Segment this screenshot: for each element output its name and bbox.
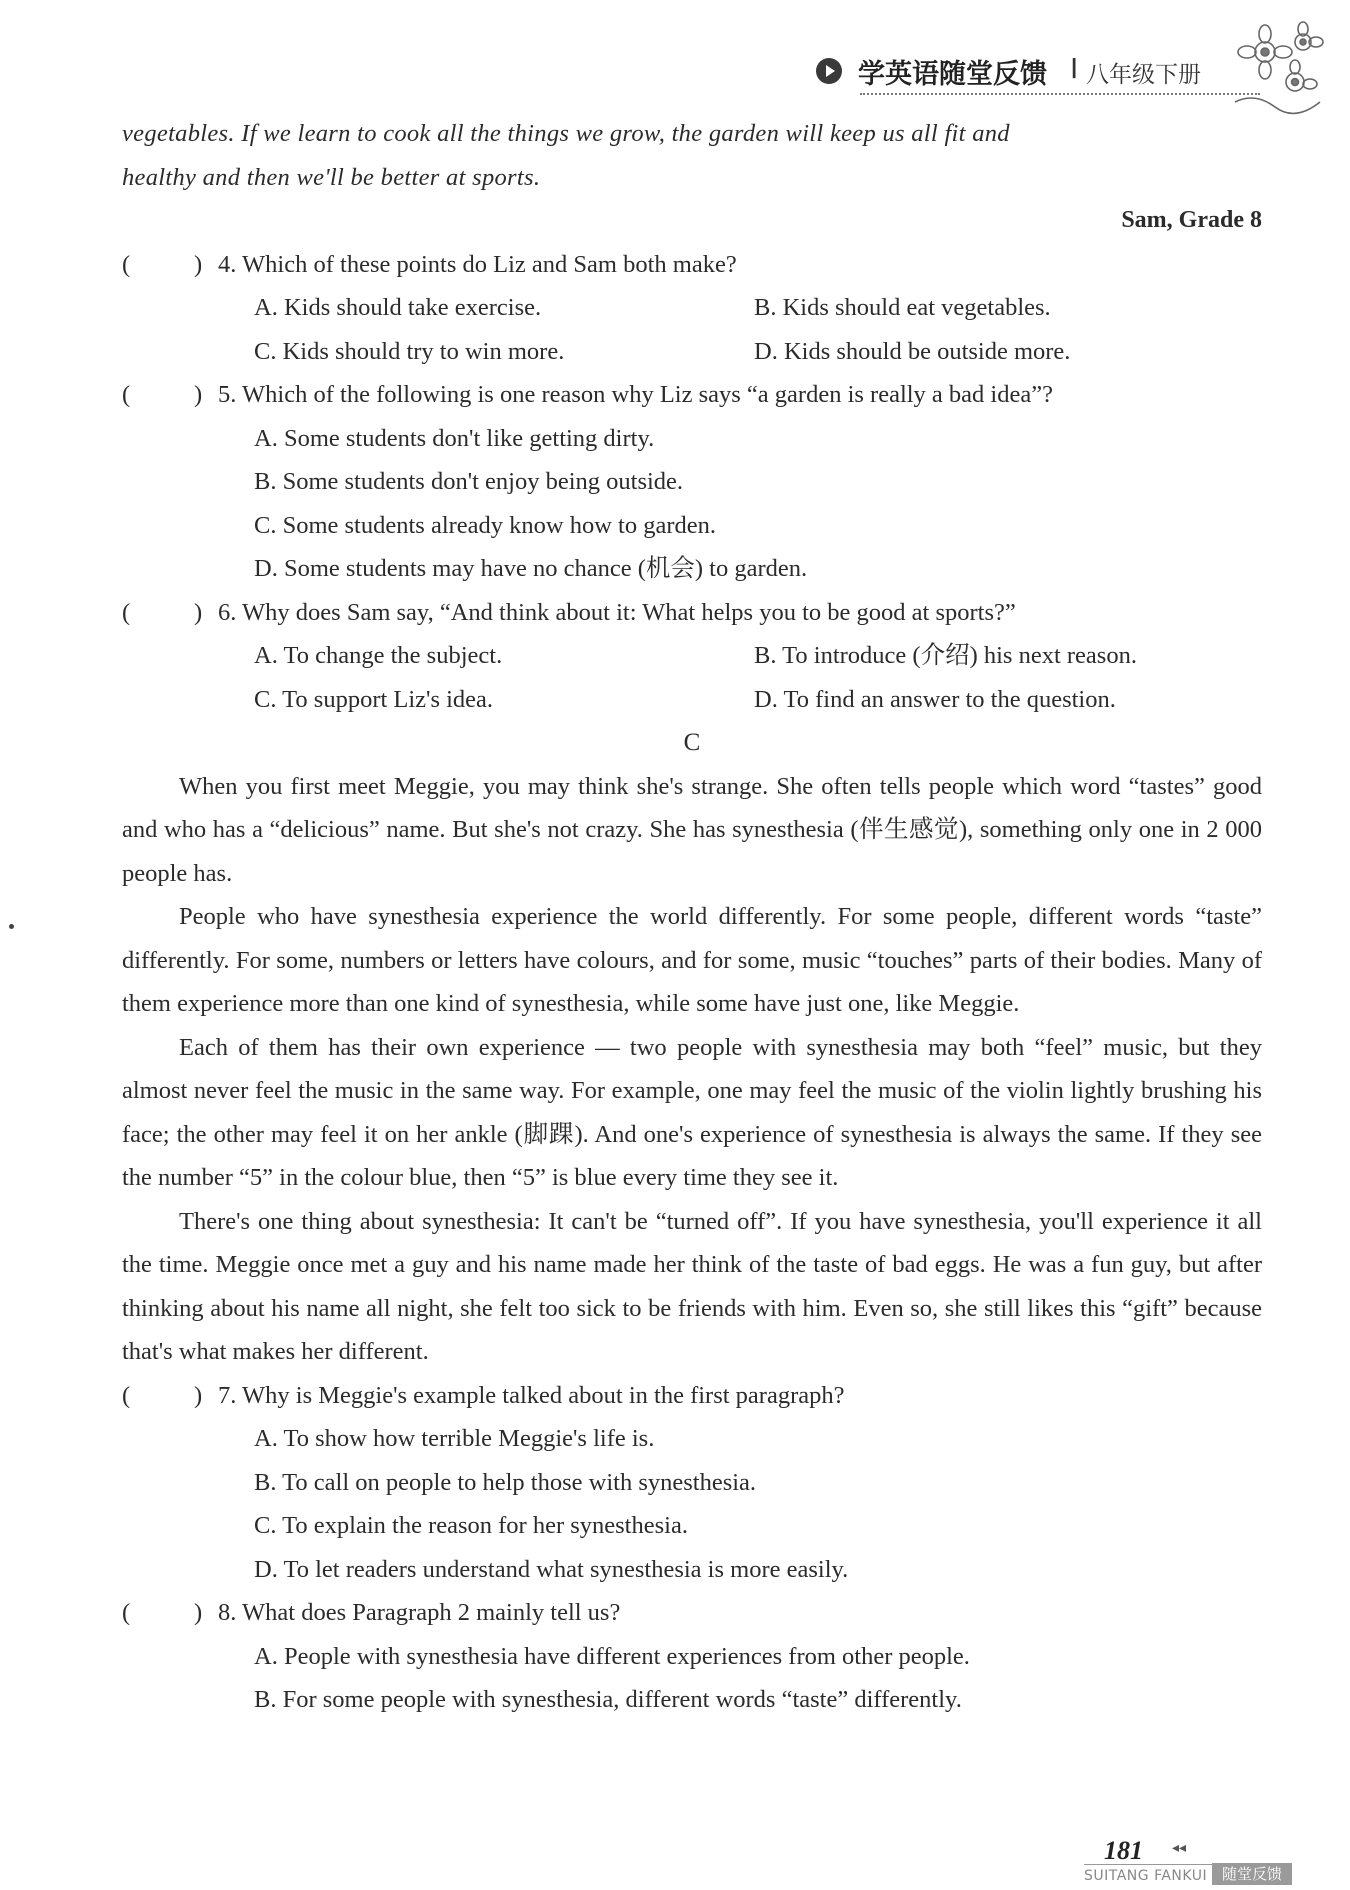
margin-dot: [9, 924, 14, 929]
grade-label: 八年级下册: [1086, 62, 1201, 88]
letter-signature: Sam, Grade 8: [1121, 207, 1262, 233]
question-8: [122, 1591, 1262, 1635]
option-b: B. Some students don't enjoy being outside.: [254, 468, 684, 495]
option-c: C. To explain the reason for her synesthesia.: [254, 1512, 688, 1539]
question-6: [122, 591, 1262, 635]
option-row: [122, 286, 1262, 330]
option-d: D. Some students may have no chance (机会) to garden.: [254, 555, 808, 582]
passage-line: vegetables. If we learn to cook all the things we grow, the garden will keep us all fit and: [122, 120, 1010, 147]
question-stem: 7. Why is Meggie's example talked about in the first paragraph?: [218, 1381, 845, 1409]
question-stem: 5. Which of the following is one reason why Liz says “a garden is really a bad idea”?: [218, 381, 1053, 408]
option-row: [122, 634, 1262, 678]
option-c: C. To support Liz's idea.: [254, 685, 494, 713]
play-icon: [816, 58, 842, 84]
footer-pinyin: SUITANG FANKUI: [1084, 1868, 1208, 1884]
question-stem: 4. Which of these points do Liz and Sam both make?: [218, 250, 737, 278]
answer-blank-open[interactable]: (: [122, 1381, 131, 1409]
option-row: [122, 678, 1262, 722]
section-heading: C: [683, 729, 701, 756]
option-a: A. Kids should take exercise.: [254, 294, 542, 321]
answer-blank-close: ): [194, 1599, 203, 1626]
passage-paragraph: When you first meet Meggie, you may think she's strange. She often tells people which word “tastes” good and who has a “delicious” name. But she's not crazy. She has synesthesia (伴生感觉), something only one in 2 000 people has.: [122, 772, 1262, 887]
option-b: B. To call on people to help those with synesthesia.: [254, 1468, 757, 1496]
question-stem: 6. Why does Sam say, “And think about it: What helps you to be good at sports?”: [218, 598, 1016, 626]
answer-blank-open[interactable]: (: [122, 381, 131, 408]
footer-rule: [1084, 1864, 1212, 1865]
footer-badge: 随堂反馈: [1212, 1863, 1292, 1885]
answer-blank-close: ): [194, 381, 203, 408]
question-5: [122, 373, 1262, 417]
page-content: [122, 112, 1262, 1722]
option-c: C. Some students already know how to garden.: [254, 511, 717, 539]
answer-blank-close: ): [194, 1381, 203, 1409]
option-a: A. People with synesthesia have different experiences from other people.: [254, 1642, 970, 1670]
answer-blank-open[interactable]: (: [122, 250, 131, 278]
option-a: A. Some students don't like getting dirty.: [254, 424, 655, 452]
header-separator: I: [1070, 52, 1079, 85]
header-dotted-rule: [860, 93, 1260, 95]
option-b: B. For some people with synesthesia, different words “taste” differently.: [254, 1686, 962, 1713]
option-b: B. Kids should eat vegetables.: [754, 294, 1051, 321]
answer-blank-open[interactable]: (: [122, 598, 131, 626]
arrow-icon: ◂◂: [1172, 1840, 1187, 1856]
option-d: D. To find an answer to the question.: [754, 685, 1116, 713]
page-number: 181: [1104, 1836, 1143, 1865]
option-d: D. To let readers understand what synesthesia is more easily.: [254, 1555, 849, 1583]
flower-decoration-icon: [1225, 12, 1335, 122]
passage-paragraph: There's one thing about synesthesia: It can't be “turned off”. If you have synesthesia, you'll experience it all the time. Meggie once met a guy and his name made her think of the taste of bad eggs. He was a fun guy, but after thinking about his name all night, she felt too sick to be friends with him. Even so, she still likes this “gift” because that's what makes her different.: [122, 1207, 1262, 1365]
answer-blank-close: ): [194, 598, 203, 626]
passage-paragraph: People who have synesthesia experience the world differently. For some people, different words “taste” differently. For some, numbers or letters have colours, and for some, music “touches” parts of their bodies. Many of them experience more than one kind of synesthesia, while some have just one, like Meggie.: [122, 903, 1262, 1017]
passage-line: healthy and then we'll be better at sports.: [122, 163, 541, 191]
question-7: [122, 1374, 1262, 1418]
option-b: B. To introduce (介绍) his next reason.: [754, 642, 1137, 669]
option-c: C. Kids should try to win more.: [254, 337, 565, 365]
book-title: 学英语随堂反馈: [858, 59, 1047, 90]
option-a: A. To show how terrible Meggie's life is.: [254, 1425, 655, 1452]
answer-blank-open[interactable]: (: [122, 1599, 131, 1626]
page-header: [0, 0, 1350, 110]
answer-blank-close: ): [194, 250, 203, 278]
option-d: D. Kids should be outside more.: [754, 337, 1071, 365]
question-4: [122, 243, 1262, 287]
passage-paragraph: Each of them has their own experience — two people with synesthesia may both “feel” music, but they almost never feel the music in the same way. For example, one may feel the music of the violin lightly brushing his face; the other may feel it on her ankle (脚踝). And one's experience of synesthesia is always the same. If they see the number “5” in the colour blue, then “5” is blue every time they see it.: [122, 1033, 1262, 1191]
option-row: [122, 330, 1262, 374]
option-a: A. To change the subject.: [254, 642, 503, 669]
question-stem: 8. What does Paragraph 2 mainly tell us?: [218, 1599, 621, 1626]
